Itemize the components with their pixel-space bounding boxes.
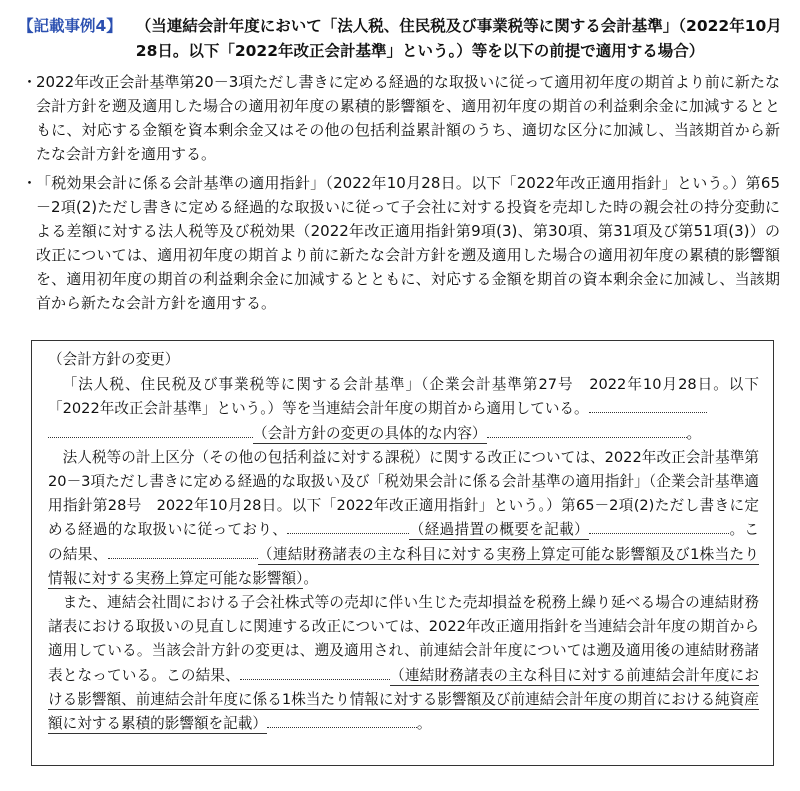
placeholder-note: （経過措置の概要を記載） (409, 521, 590, 539)
bullet-text: 2022年改正会計基準第20－3項ただし書きに定める経過的な取扱いに従って適用初年度の期首より前に新たな会計方針を遡及適用した場合の適用初年度の累積的影響額を、適用初年度の期首の利益剰余金に加減するとともに、対応する金額を資本剰余金又はその他の包括利益累計額のうち、適切な区分に加減し、当該期首から新たな会計方針を適用する。 (36, 73, 780, 163)
paragraph-2-text: 法人税等の計上区分（その他の包括利益に対する課税）に関する改正については、2022年改正会計基準第20－3項ただし書きに定める経過的な取扱い及び「税効果会計に係る会計基準の適用指針」（企業会計基準適用指針第28号 2022年10月28日。以下「2022年改正適用指針」という。）第65－2項(2)ただし書きに定める経過的な取扱いに従っており、 (48, 448, 759, 539)
fill-in-blank (589, 518, 729, 534)
premise-list (22, 70, 780, 320)
bullet-mark: ・ (22, 174, 38, 192)
period: 。 (416, 715, 432, 733)
fill-in-blank (108, 543, 258, 559)
example-premise: （当連結会計年度において「法人税、住民税及び事業税等に関する会計基準」（2022年10月28日。以下「2022年改正会計基準」という。）等を以下の前提で適用する場合） (135, 17, 782, 60)
period: 。 (686, 424, 702, 442)
fill-in-blank (589, 397, 707, 413)
paragraph-3 (48, 591, 759, 736)
placeholder-note: （連結財務諸表の主な科目に対する前連結会計年度における影響額、前連結会計年度に係る1株当たり情報に対する影響額及び前連結会計年度の期首における純資産額に対する累積的影響額を記載） (48, 666, 759, 733)
bullet-text: 「税効果会計に係る会計基準の適用指針」（2022年10月28日。以下「2022年改正適用指針」という。）第65－2項(2)ただし書きに定める経過的な取扱いに従って子会社に対する投資を売却した時の親会社の持分変動による差額に対する法人税等及び税効果（2022年改正適用指針第9項(3)、第30項、第31項及び第51項(3)）の改正については、適用初年度の期首より前に新たな会計方針を遡及適用した場合の適用初年度の累積的影響額を、適用初年度の期首の利益剰余金に加減するとともに、対応する金額を期首の資本剰余金に加減し、当該期首から新たな会計方針を適用する。 (36, 174, 780, 312)
fill-in-blank (287, 518, 409, 534)
fill-in-blank (267, 712, 417, 728)
fill-in-blank (48, 422, 253, 438)
box-title: （会計方針の変更） (48, 351, 180, 368)
paragraph-1-text: 「法人税、住民税及び事業税等に関する会計基準」（企業会計基準第27号 2022年10月28日。以下「2022年改正会計基準」という。）等を当連結会計年度の期首から適用している。 (48, 376, 759, 418)
placeholder-note: （連結財務諸表の主な科目に対する実務上算定可能な影響額及び1株当たり情報に対する実務上算定可能な影響額） (48, 545, 759, 587)
paragraph-1 (48, 373, 759, 446)
example-header (18, 14, 788, 64)
paragraph-2 (48, 446, 759, 591)
bullet-mark: ・ (22, 73, 38, 91)
list-item (22, 70, 780, 166)
fill-in-blank (487, 422, 687, 438)
paragraph-2-mid: 。この結果、 (48, 521, 759, 563)
placeholder-note: （会計方針の変更の具体的な内容） (253, 424, 487, 442)
paragraph-3-text: また、連結会社間における子会社株式等の売却に伴い生じた売却損益を税務上繰り延べる場合の連結財務諸表における取扱いの見直しに関連する改正については、2022年改正適用指針を当連結会計年度の期首から適用している。当該会計方針の変更は、遡及適用され、前連結会計年度については遡及適用後の連結財務諸表となっている。この結果、 (48, 594, 759, 684)
period: 。 (303, 569, 318, 587)
list-item (22, 171, 780, 315)
fill-in-blank (240, 664, 390, 680)
example-label: 【記載事例4】 (18, 17, 122, 35)
disclosure-example-box (31, 340, 774, 766)
